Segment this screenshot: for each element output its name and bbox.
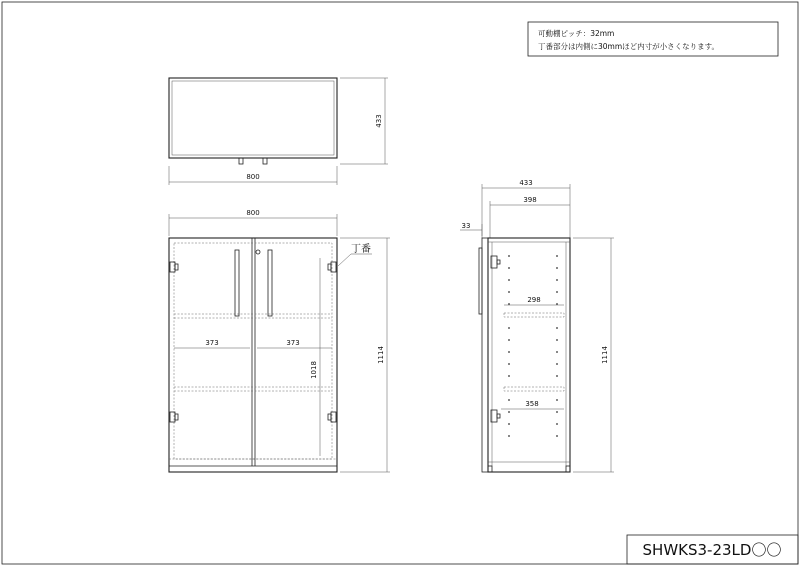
- title-block: [627, 535, 798, 564]
- top-view-handle-right: [263, 158, 267, 164]
- side-handle: [479, 248, 482, 314]
- pin-hole: [508, 339, 510, 341]
- side-foot-front: [488, 466, 492, 472]
- pin-hole: [508, 363, 510, 365]
- dim-shelf-depth-upper: 298: [527, 296, 541, 304]
- pin-hole: [556, 291, 558, 293]
- dim-shelf-depth-lower: 358: [525, 400, 539, 408]
- side-shelf-upper: [504, 313, 564, 317]
- side-view: [460, 179, 614, 472]
- pin-hole: [556, 423, 558, 425]
- pin-hole: [508, 411, 510, 413]
- note-hinge: 丁番部分は内側に30mmほど内寸が小さくなります。: [538, 42, 720, 51]
- hinge-icon-right-bottom: [328, 412, 336, 422]
- pin-hole: [556, 435, 558, 437]
- model-number: SHWKS3-23LD〇〇: [642, 541, 782, 559]
- dim-side-inner-depth: 398: [523, 196, 537, 204]
- pin-hole: [556, 375, 558, 377]
- top-view: [169, 78, 388, 185]
- door-handle-left: [235, 250, 239, 316]
- pin-hole: [556, 399, 558, 401]
- shelf-pin-holes: [508, 255, 558, 437]
- dim-side-depth: 433: [519, 179, 533, 187]
- pin-hole: [556, 351, 558, 353]
- door-lock-icon: [256, 250, 260, 254]
- side-door-panel: [482, 238, 488, 472]
- dim-top-depth: 433: [375, 114, 383, 128]
- note-shelf-pitch: 可動棚ピッチ：32mm: [538, 29, 615, 38]
- hinge-label: 丁番: [351, 244, 371, 255]
- pin-hole: [508, 303, 510, 305]
- sheet-border: [2, 2, 798, 564]
- pin-hole: [556, 327, 558, 329]
- hinge-leader: [338, 254, 351, 266]
- side-foot-back: [566, 466, 570, 472]
- dim-door-offset: 33: [461, 222, 471, 230]
- notes-box: [528, 22, 778, 56]
- pin-hole: [556, 363, 558, 365]
- side-view-outline: [488, 238, 570, 472]
- pin-hole: [556, 303, 558, 305]
- hinge-icon-left-top: [170, 262, 178, 272]
- pin-hole: [508, 375, 510, 377]
- top-view-inner: [172, 81, 334, 155]
- pin-hole: [556, 279, 558, 281]
- dim-inner-height: 1018: [310, 361, 318, 379]
- side-hinge-icon-bottom: [491, 410, 500, 422]
- pin-hole: [508, 435, 510, 437]
- pin-hole: [508, 255, 510, 257]
- pin-hole: [508, 399, 510, 401]
- side-hinge-icon-top: [491, 256, 500, 268]
- dim-top-width: 800: [246, 173, 260, 181]
- front-inner-outline: [174, 243, 332, 459]
- dim-front-height: 1114: [377, 346, 385, 364]
- pin-hole: [508, 291, 510, 293]
- pin-hole: [508, 279, 510, 281]
- pin-hole: [556, 255, 558, 257]
- door-handle-right: [268, 250, 272, 316]
- side-shelf-lower: [504, 387, 564, 391]
- pin-hole: [556, 339, 558, 341]
- pin-hole: [508, 267, 510, 269]
- dim-side-height: 1114: [601, 346, 609, 364]
- front-view-outline: [169, 238, 337, 472]
- top-view-handle-left: [239, 158, 243, 164]
- pin-hole: [508, 351, 510, 353]
- pin-hole: [508, 327, 510, 329]
- dim-front-width: 800: [246, 209, 260, 217]
- front-view: [169, 209, 390, 472]
- pin-hole: [556, 411, 558, 413]
- pin-hole: [508, 423, 510, 425]
- pin-hole: [556, 267, 558, 269]
- dim-inner-width-right: 373: [286, 339, 300, 347]
- dim-inner-width-left: 373: [205, 339, 219, 347]
- top-view-outline: [169, 78, 337, 158]
